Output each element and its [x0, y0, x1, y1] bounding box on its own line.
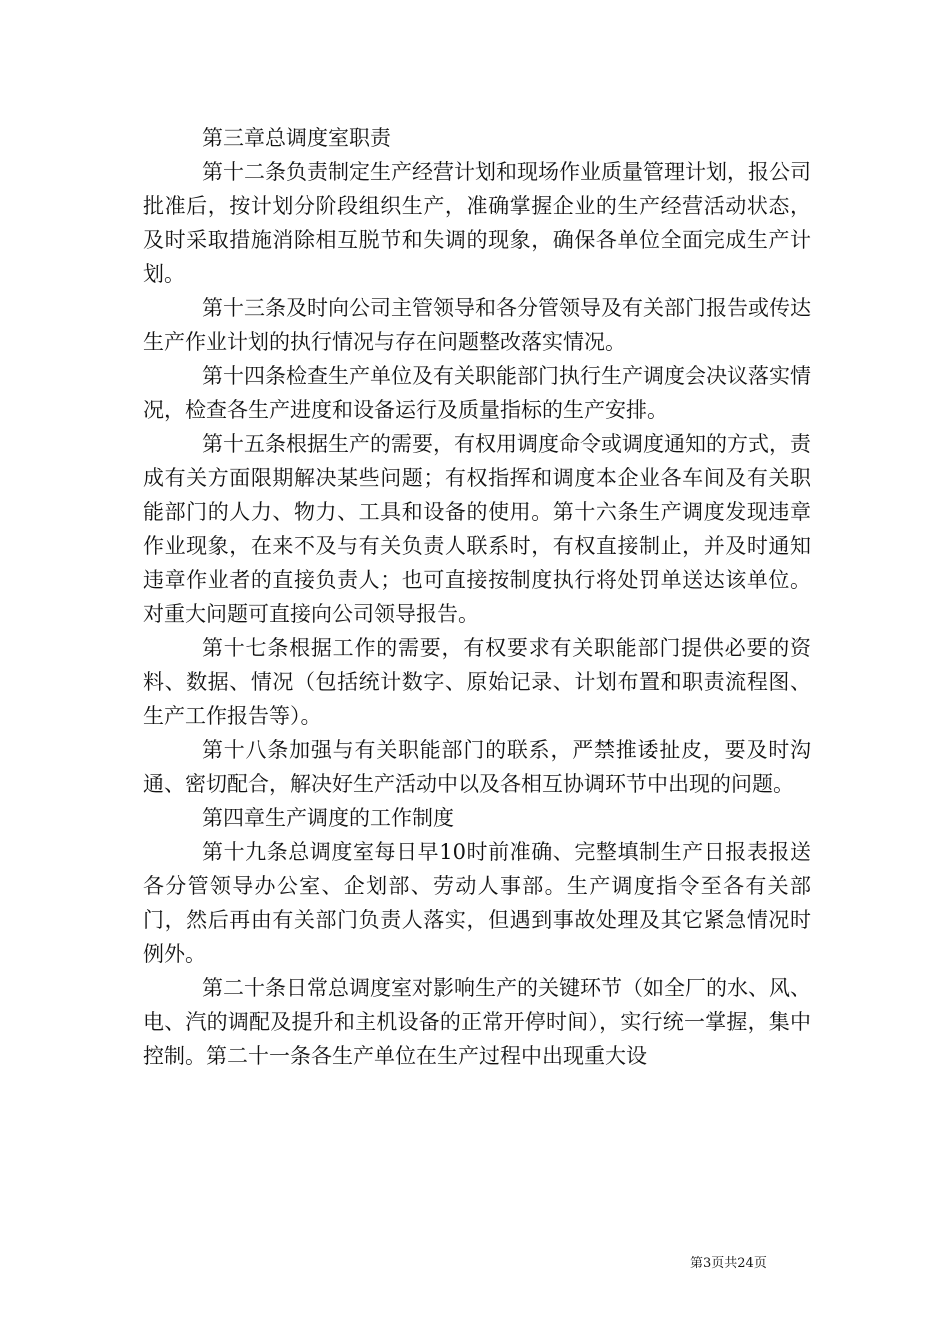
article-13-paragraph: 第十三条及时向公司主管领导和各分管领导及有关部门报告或传达生产作业计划的执行情况与存在问题整改落实情况。 — [143, 296, 811, 354]
chapter-three-heading: 第三章总调度室职责 — [202, 126, 391, 150]
article-12-paragraph: 第十二条负责制定生产经营计划和现场作业质量管理计划，报公司批准后，按计划分阶段组织生产，准确掌握企业的生产经营活动状态，及时采取措施消除相互脱节和失调的现象，确保各单位全面完成生产计划。 — [143, 160, 811, 286]
article-18-paragraph: 第十八条加强与有关职能部门的联系，严禁推诿扯皮，要及时沟通、密切配合，解决好生产活动中以及各相互协调环节中出现的问题。 — [143, 738, 811, 796]
article-19-paragraph: 第十九条总调度室每日早10时前准确、完整填制生产日报表报送各分管领导办公室、企划部、劳动人事部。生产调度指令至各有关部门，然后再由有关部门负责人落实，但遇到事故处理及其它紧急情况时例外。 — [143, 840, 811, 966]
article-17-paragraph: 第十七条根据工作的需要，有权要求有关职能部门提供必要的资料、数据、情况（包括统计数字、原始记录、计划布置和职责流程图、生产工作报告等）。 — [143, 636, 811, 728]
article-20-21-paragraph: 第二十条日常总调度室对影响生产的关键环节（如全厂的水、风、电、汽的调配及提升和主机设备的正常开停时间），实行统一掌握，集中控制。第二十一条各生产单位在生产过程中出现重大设 — [143, 976, 811, 1068]
article-15-16-paragraph: 第十五条根据生产的需要，有权用调度命令或调度通知的方式，责成有关方面限期解决某些问题；有权指挥和调度本企业各车间及有关职能部门的人力、物力、工具和设备的使用。第十六条生产调度发现违章作业现象，在来不及与有关负责人联系时，有权直接制止，并及时通知违章作业者的直接负责人；也可直接按制度执行将处罚单送达该单位。对重大问题可直接向公司领导报告。 — [143, 432, 811, 626]
article-14-paragraph: 第十四条检查生产单位及有关职能部门执行生产调度会决议落实情况，检查各生产进度和设备运行及质量指标的生产安排。 — [143, 364, 811, 422]
chapter-four-heading: 第四章生产调度的工作制度 — [202, 806, 454, 830]
page-number-footer: 第3页共24页 — [690, 1256, 767, 1271]
document-body — [143, 121, 811, 1073]
